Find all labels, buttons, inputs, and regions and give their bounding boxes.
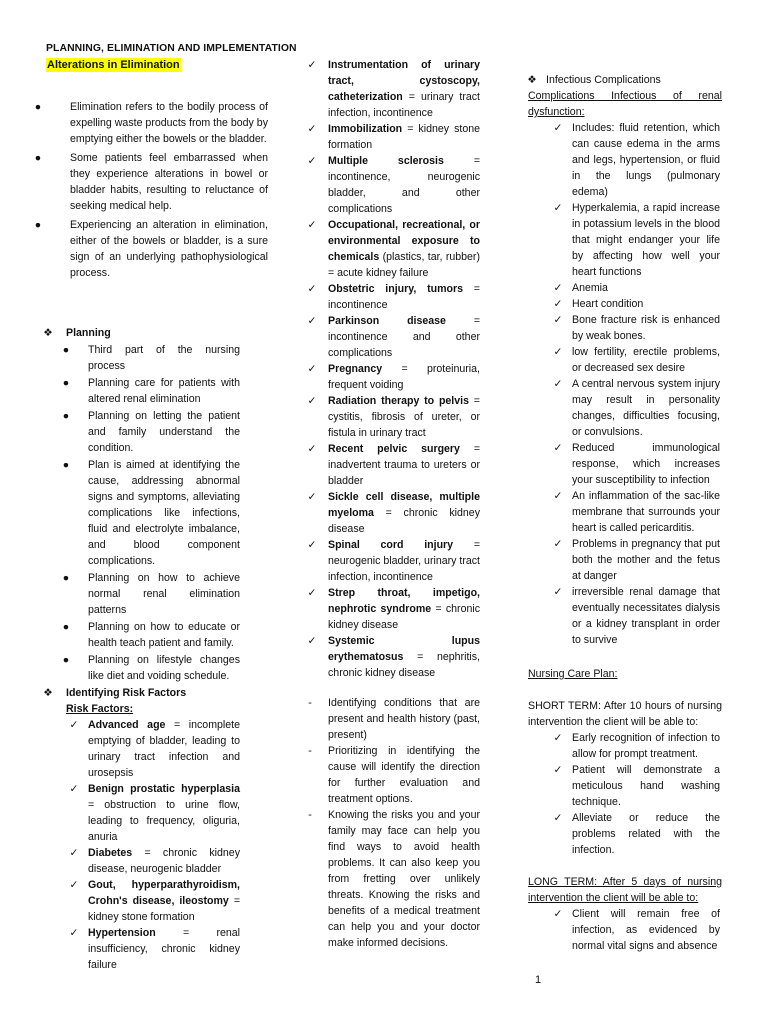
bullet-icon: ● [62, 654, 70, 666]
check-icon: ✓ [69, 879, 79, 891]
infect-item: ✓ Heart condition [520, 296, 722, 312]
risk-subheading: Risk Factors: [66, 703, 134, 715]
page-number: 1 [535, 974, 542, 986]
risk-item: ✓ Benign prostatic hyperplasia = obstruction to urine flow, leading to frequency, oliguria, anuria [40, 781, 260, 845]
risk-item: ✓ Diabetes = chronic kidney disease, neurogenic bladder [40, 845, 260, 877]
infect-item: ✓ A central nervous system injury may result in personality changes, difficulties focusing, or convulsions. [520, 376, 722, 440]
risk-item: ✓ Systemic lupus erythematosus = nephritis, chronic kidney disease [302, 633, 484, 681]
infect-item: ✓ Problems in pregnancy that put both the mother and the fetus at danger [520, 536, 722, 584]
section-heading: Alterations in Elimination [47, 59, 180, 71]
risk-heading: ❖ Identifying Risk Factors [40, 685, 260, 701]
risk-item: ✓ Sickle cell disease, multiple myeloma = chronic kidney disease [302, 489, 484, 537]
check-icon: ✓ [553, 378, 563, 390]
dash-marker: - [308, 697, 312, 709]
infect-item: ✓ low fertility, erectile problems, or decreased sex desire [520, 344, 722, 376]
intro-bullet: ● Elimination refers to the bodily process of expelling waste products from the body by emptying either the bowels or the bladder. [30, 99, 245, 147]
planning-section [40, 325, 260, 684]
bullet-icon: ● [34, 101, 42, 113]
document-title: PLANNING, ELIMINATION AND IMPLEMENTATION [46, 43, 297, 54]
check-icon: ✓ [307, 587, 317, 599]
infect-item: ✓ Reduced immunological response, which increases your susceptibility to infection [520, 440, 722, 488]
diamond-icon: ❖ [43, 327, 53, 339]
infect-item: ✓ Bone fracture risk is enhanced by weak bones. [520, 312, 722, 344]
dash-marker: - [308, 745, 312, 757]
check-icon: ✓ [553, 314, 563, 326]
bullet-icon: ● [62, 410, 70, 422]
planning-item: ● Planning on how to educate or health teach patient and family. [40, 619, 260, 651]
check-icon: ✓ [307, 395, 317, 407]
infect-item: ✓ irreversible renal damage that eventually necessitates dialysis or a kidney transplant in order to survive [520, 584, 722, 648]
risk-section [40, 685, 260, 973]
check-icon: ✓ [307, 219, 317, 231]
short-term-item: ✓ Alleviate or reduce the problems related with the infection. [520, 810, 722, 858]
planning-heading: ❖ Planning [40, 325, 260, 341]
risk-item: ✓ Radiation therapy to pelvis = cystitis, fibrosis of ureter, or fistula in urinary tract [302, 393, 484, 441]
bullet-icon: ● [62, 572, 70, 584]
infect-heading: ❖ Infectious Complications [520, 72, 722, 88]
care-plan-heading: Nursing Care Plan: [528, 668, 618, 680]
dash-item: - Identifying conditions that are present and health history (past, present) [302, 695, 484, 743]
dash-marker: - [308, 809, 312, 821]
long-term-item: ✓ Client will remain free of infection, as evidenced by normal vital signs and absence [520, 906, 722, 954]
bullet-icon: ● [62, 621, 70, 633]
infect-item: ✓ Anemia [520, 280, 722, 296]
check-icon: ✓ [69, 719, 79, 731]
intro-bullet: ● Experiencing an alteration in elimination, either of the bowels or bladder, is a sure sign of an underlying pathophysiological process. [30, 217, 245, 281]
planning-item: ● Third part of the nursing process [40, 342, 260, 374]
planning-item: ● Planning on how to achieve normal renal elimination patterns [40, 570, 260, 618]
check-icon: ✓ [307, 491, 317, 503]
diamond-icon: ❖ [43, 687, 53, 699]
risk-item: ✓ Occupational, recreational, or environmental exposure to chemicals (plastics, tar, rubber) = acute kidney failure [302, 217, 484, 281]
risk-item: ✓ Immobilization = kidney stone formation [302, 121, 484, 153]
check-icon: ✓ [553, 812, 563, 824]
long-term-goal: LONG TERM: After 5 days of nursing intervention the client will be able to: [528, 876, 722, 904]
check-icon: ✓ [307, 123, 317, 135]
bullet-icon: ● [62, 459, 70, 471]
check-icon: ✓ [307, 155, 317, 167]
risk-item: ✓ Hypertension = renal insufficiency, chronic kidney failure [40, 925, 260, 973]
check-icon: ✓ [553, 346, 563, 358]
check-icon: ✓ [553, 298, 563, 310]
risk-item: ✓ Advanced age = incomplete emptying of bladder, leading to urinary tract infection and urosepsis [40, 717, 260, 781]
risk-item: ✓ Instrumentation of urinary tract, cystoscopy, catheterization = urinary tract infection, incontinence [302, 57, 484, 121]
dash-item: - Prioritizing in identifying the cause will identify the direction for further evaluation and treatment options. [302, 743, 484, 807]
risk-item: ✓ Strep throat, impetigo, nephrotic syndrome = chronic kidney disease [302, 585, 484, 633]
diamond-icon: ❖ [527, 74, 537, 86]
check-icon: ✓ [553, 202, 563, 214]
check-icon: ✓ [307, 443, 317, 455]
risk-item: ✓ Spinal cord injury = neurogenic bladder, urinary tract infection, incontinence [302, 537, 484, 585]
check-icon: ✓ [69, 783, 79, 795]
check-icon: ✓ [307, 315, 317, 327]
planning-item: ● Planning on lifestyle changes like diet and voiding schedule. [40, 652, 260, 684]
bullet-icon: ● [34, 152, 42, 164]
check-icon: ✓ [307, 283, 317, 295]
check-icon: ✓ [307, 363, 317, 375]
check-icon: ✓ [553, 908, 563, 920]
planning-item: ● Planning on letting the patient and family understand the condition. [40, 408, 260, 456]
bullet-icon: ● [34, 219, 42, 231]
check-icon: ✓ [553, 122, 563, 134]
dash-item: - Knowing the risks you and your family may face can help you find ways to avoid health problems. It can also keep you from fretting over unlikely threats. Knowing the risks and benefits of a medical treatment can help you and your doctor make informed decisions. [302, 807, 484, 951]
check-icon: ✓ [69, 847, 79, 859]
short-term-item: ✓ Patient will demonstrate a meticulous hand washing technique. [520, 762, 722, 810]
check-icon: ✓ [553, 490, 563, 502]
bullet-icon: ● [62, 377, 70, 389]
short-term-goal: SHORT TERM: After 10 hours of nursing intervention the client will be able to: [528, 700, 722, 728]
risk-item: ✓ Gout, hyperparathyroidism, Crohn's disease, ileostomy = kidney stone formation [40, 877, 260, 925]
check-icon: ✓ [307, 635, 317, 647]
risk-item: ✓ Pregnancy = proteinuria, frequent voiding [302, 361, 484, 393]
check-icon: ✓ [307, 539, 317, 551]
short-term-item: ✓ Early recognition of infection to allow for prompt treatment. [520, 730, 722, 762]
planning-item: ● Planning care for patients with altered renal elimination [40, 375, 260, 407]
planning-item: ● Plan is aimed at identifying the cause, addressing abnormal signs and symptoms, alleviating complications like infections, fluid and electrolyte imbalance, and blood component complications. [40, 457, 260, 569]
infect-item: ✓ An inflammation of the sac-like membrane that surrounds your heart is called pericarditis. [520, 488, 722, 536]
check-icon: ✓ [307, 59, 317, 71]
check-icon: ✓ [553, 538, 563, 550]
infect-subheading: Complications Infectious of renal dysfunction: [528, 90, 722, 118]
risk-item: ✓ Obstetric injury, tumors = incontinence [302, 281, 484, 313]
check-icon: ✓ [553, 732, 563, 744]
infect-item: ✓ Includes: fluid retention, which can cause edema in the arms and legs, hypertension, or fluid in the lungs (pulmonary edema) [520, 120, 722, 200]
risk-item: ✓ Recent pelvic surgery = inadvertent trauma to ureters or bladder [302, 441, 484, 489]
bullet-icon: ● [62, 344, 70, 356]
check-icon: ✓ [69, 927, 79, 939]
risk-item: ✓ Parkinson disease = incontinence and other complications [302, 313, 484, 361]
intro-bullet: ● Some patients feel embarrassed when they experience alterations in bowel or bladder habits, resulting to reluctance of seeking medical help. [30, 150, 245, 214]
risk-item: ✓ Multiple sclerosis = incontinence, neurogenic bladder, and other complications [302, 153, 484, 217]
check-icon: ✓ [553, 282, 563, 294]
check-icon: ✓ [553, 764, 563, 776]
infect-item: ✓ Hyperkalemia, a rapid increase in potassium levels in the blood that might endanger your life by affecting how well your heart functions [520, 200, 722, 280]
check-icon: ✓ [553, 442, 563, 454]
check-icon: ✓ [553, 586, 563, 598]
